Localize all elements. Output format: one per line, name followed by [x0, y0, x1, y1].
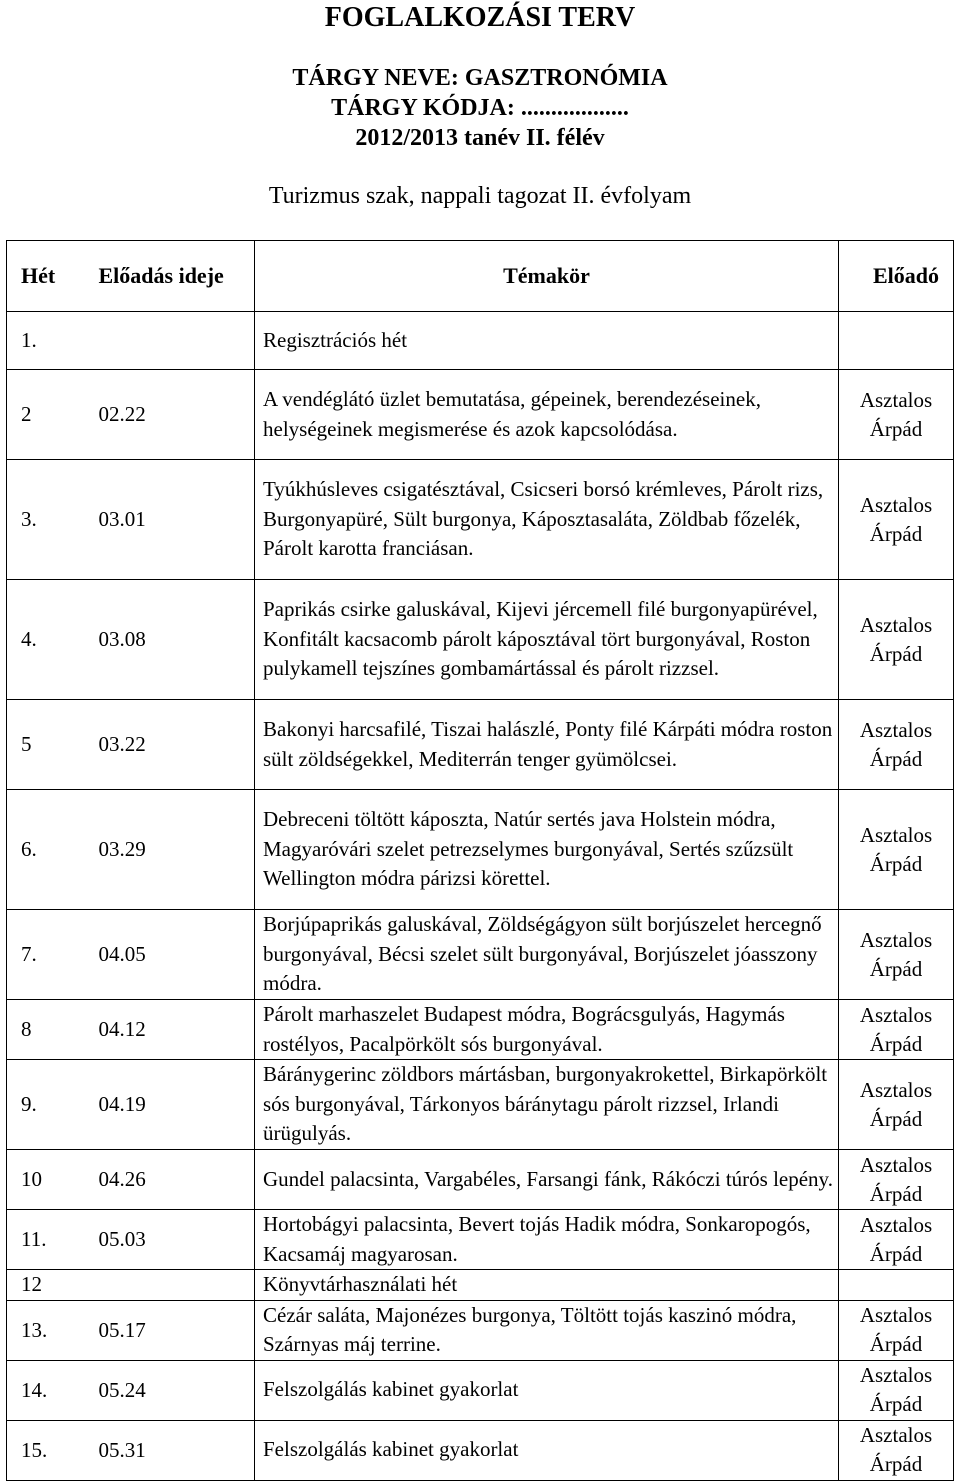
- topic-cell: Regisztrációs hét: [255, 312, 839, 370]
- table-row: [7, 790, 954, 910]
- table-row: [7, 1270, 954, 1301]
- date-cell: 05.03: [93, 1210, 255, 1270]
- date-cell: [93, 312, 255, 370]
- speaker-cell: Asztalos Árpád: [839, 460, 954, 580]
- table-row: [7, 460, 954, 580]
- speaker-cell: Asztalos Árpád: [839, 1300, 954, 1360]
- speaker-cell: Asztalos Árpád: [839, 1000, 954, 1060]
- topic-cell: A vendéglátó üzlet bemutatása, gépeinek, berendezéseinek, helységeinek megismerése és azok kapcsolódása.: [255, 370, 839, 460]
- speaker-cell: Asztalos Árpád: [839, 700, 954, 790]
- date-cell: 05.31: [93, 1420, 255, 1480]
- date-cell: 04.26: [93, 1150, 255, 1210]
- table-row: [7, 1150, 954, 1210]
- speaker-cell: Asztalos Árpád: [839, 1060, 954, 1150]
- week-cell: 8: [7, 1000, 93, 1060]
- speaker-cell: [839, 312, 954, 370]
- table-row: [7, 580, 954, 700]
- header-topic: Témakör: [255, 241, 839, 312]
- header-speaker: Előadó: [839, 241, 954, 312]
- topic-cell: Hortobágyi palacsinta, Bevert tojás Hadik módra, Sonkaropogós, Kacsamáj magyarosan.: [255, 1210, 839, 1270]
- topic-cell: Párolt marhaszelet Budapest módra, Bográcsgulyás, Hagymás rostélyos, Pacalpörkölt sós burgonyával.: [255, 1000, 839, 1060]
- subject-name: TÁRGY NEVE: GASZTRONÓMIA: [292, 65, 668, 91]
- header-row: [7, 241, 954, 312]
- program-line: Turizmus szak, nappali tagozat II. évfolyam: [268, 183, 692, 209]
- table-row: [7, 700, 954, 790]
- topic-cell: Borjúpaprikás galuskával, Zöldségágyon sült borjúszelet hercegnő burgonyával, Bécsi szelet sült burgonyával, Borjúszelet jóasszony módra.: [255, 910, 839, 1000]
- date-cell: 05.17: [93, 1300, 255, 1360]
- week-cell: 5: [7, 700, 93, 790]
- table-row: [7, 1420, 954, 1480]
- header-lecture-time: Előadás ideje: [93, 241, 255, 312]
- week-cell: 10: [7, 1150, 93, 1210]
- week-cell: 7.: [7, 910, 93, 1000]
- table-row: [7, 1360, 954, 1420]
- week-cell: 6.: [7, 790, 93, 910]
- subject-code: TÁRGY KÓDJA: ..................: [331, 95, 629, 121]
- speaker-cell: Asztalos Árpád: [839, 790, 954, 910]
- table-row: [7, 910, 954, 1000]
- week-cell: 15.: [7, 1420, 93, 1480]
- topic-cell: Felszolgálás kabinet gyakorlat: [255, 1420, 839, 1480]
- table-row: [7, 312, 954, 370]
- week-cell: 11.: [7, 1210, 93, 1270]
- date-cell: 02.22: [93, 370, 255, 460]
- table-row: [7, 370, 954, 460]
- week-cell: 4.: [7, 580, 93, 700]
- date-cell: 05.24: [93, 1360, 255, 1420]
- schedule-table: [6, 240, 954, 1481]
- speaker-cell: Asztalos Árpád: [839, 370, 954, 460]
- speaker-cell: Asztalos Árpád: [839, 1360, 954, 1420]
- topic-cell: Könyvtárhasználati hét: [255, 1270, 839, 1301]
- table-row: [7, 1210, 954, 1270]
- date-cell: 04.19: [93, 1060, 255, 1150]
- date-cell: 03.22: [93, 700, 255, 790]
- table-row: [7, 1300, 954, 1360]
- topic-cell: Báránygerinc zöldbors mártásban, burgonyakrokettel, Birkapörkölt sós burgonyával, Tárkonyos báránytagu párolt rizzsel, Irlandi ürügulyás.: [255, 1060, 839, 1150]
- semester: 2012/2013 tanév II. félév: [355, 125, 605, 151]
- topic-cell: Felszolgálás kabinet gyakorlat: [255, 1360, 839, 1420]
- topic-cell: Gundel palacsinta, Vargabéles, Farsangi fánk, Rákóczi túrós lepény.: [255, 1150, 839, 1210]
- week-cell: 2: [7, 370, 93, 460]
- week-cell: 9.: [7, 1060, 93, 1150]
- date-cell: 03.29: [93, 790, 255, 910]
- header-week: Hét: [7, 241, 93, 312]
- date-cell: [93, 1270, 255, 1301]
- topic-cell: Tyúkhúsleves csigatésztával, Csicseri borsó krémleves, Párolt rizs, Burgonyapüré, Sült burgonya, Káposztasaláta, Zöldbab főzelék, Párolt karotta franciásan.: [255, 460, 839, 580]
- date-cell: 04.12: [93, 1000, 255, 1060]
- speaker-cell: Asztalos Árpád: [839, 1420, 954, 1480]
- topic-cell: Debreceni töltött káposzta, Natúr sertés java Holstein módra, Magyaróvári szelet petrezselymes burgonyával, Sertés szűzsült Wellington módra párizsi körettel.: [255, 790, 839, 910]
- table-row: [7, 1060, 954, 1150]
- speaker-cell: Asztalos Árpád: [839, 1210, 954, 1270]
- week-cell: 1.: [7, 312, 93, 370]
- speaker-cell: Asztalos Árpád: [839, 910, 954, 1000]
- topic-cell: Paprikás csirke galuskával, Kijevi jércemell filé burgonyapürével, Konfitált kacsacomb párolt káposztával tört burgonyával, Roston pulykamell tejszínes gombamártással és párolt rizzsel.: [255, 580, 839, 700]
- document-title: FOGLALKOZÁSI TERV: [324, 2, 636, 33]
- speaker-cell: Asztalos Árpád: [839, 1150, 954, 1210]
- date-cell: 03.08: [93, 580, 255, 700]
- table-row: [7, 1000, 954, 1060]
- speaker-cell: Asztalos Árpád: [839, 580, 954, 700]
- week-cell: 3.: [7, 460, 93, 580]
- speaker-cell: [839, 1270, 954, 1301]
- week-cell: 14.: [7, 1360, 93, 1420]
- topic-cell: Bakonyi harcsafilé, Tiszai halászlé, Ponty filé Kárpáti módra roston sült zöldségekkel, Mediterrán tenger gyümölcsei.: [255, 700, 839, 790]
- week-cell: 12: [7, 1270, 93, 1301]
- week-cell: 13.: [7, 1300, 93, 1360]
- date-cell: 04.05: [93, 910, 255, 1000]
- date-cell: 03.01: [93, 460, 255, 580]
- topic-cell: Cézár saláta, Majonézes burgonya, Töltött tojás kaszinó módra, Szárnyas máj terrine.: [255, 1300, 839, 1360]
